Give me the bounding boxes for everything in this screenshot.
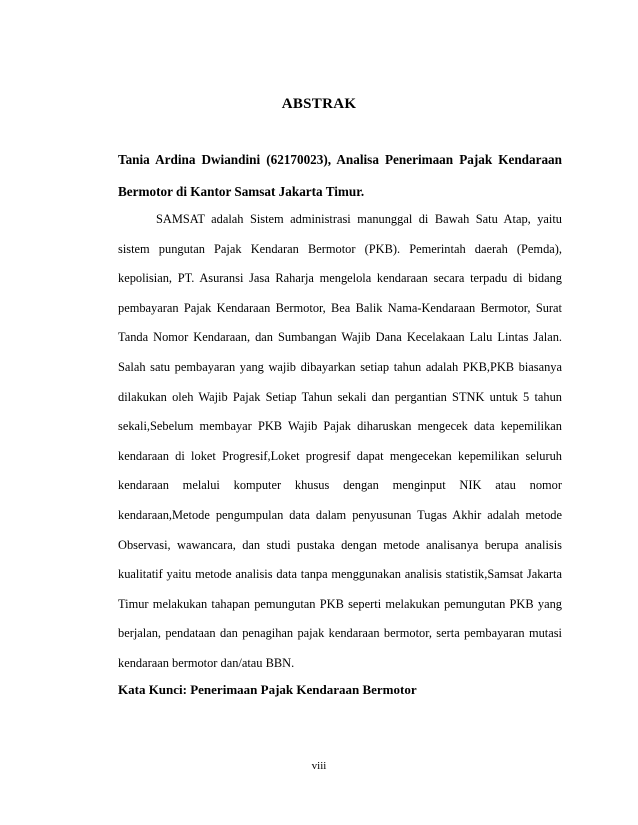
abstract-line: Salah satu pembayaran yang wajib dibayarkan setiap tahun adalah PKB,PKB biasanya xyxy=(118,359,562,374)
author-line-2: Bermotor di Kantor Samsat Jakarta Timur. xyxy=(118,184,365,199)
author-citation xyxy=(118,144,562,208)
abstract-line: dilakukan oleh Wajib Pajak Setiap Tahun sekali dan pergantian STNK untuk 5 tahun xyxy=(118,389,562,404)
abstract-line: Tanda Nomor Kendaraan, dan Sumbangan Wajib Dana Kecelakaan Lalu Lintas Jalan. xyxy=(118,330,562,345)
abstract-line: kendaraan bermotor dan/atau BBN. xyxy=(118,655,295,670)
abstract-line: sistem pungutan Pajak Kendaran Bermotor (PKB). Pemerintah daerah (Pemda), xyxy=(118,241,562,256)
abstract-line: kualitatif yaitu metode analisis data tanpa menggunakan analisis statistik,Samsat Jakarta xyxy=(118,567,562,582)
abstract-line: kendaraan,Metode pengumpulan data dalam penyusunan Tugas Akhir adalah metode xyxy=(118,507,562,522)
page-title: ABSTRAK xyxy=(281,96,357,112)
author-line-1: Tania Ardina Dwiandini (62170023), Analisa Penerimaan Pajak Kendaraan xyxy=(118,152,562,167)
abstract-line: berjalan, pendataan dan penagihan pajak kendaraan bermotor, serta pembayaran mutasi xyxy=(118,626,562,641)
abstract-line: Observasi, wawancara, dan studi pustaka dengan metode analisanya berupa analisis xyxy=(118,537,562,552)
abstract-line: Timur melakukan tahapan pemungutan PKB seperti melakukan pemungutan PKB yang xyxy=(118,596,562,611)
abstract-line: kendaraan di loket Progresif,Loket progresif dapat mengecekan kepemilikan seluruh xyxy=(118,448,562,463)
abstract-line: pembayaran Pajak Kendaraan Bermotor, Bea Balik Nama-Kendaraan Bermotor, Surat xyxy=(118,300,562,315)
abstract-line: kendaraan melalui komputer khusus dengan menginput NIK atau nomor xyxy=(118,478,562,493)
page-number: viii xyxy=(311,760,327,772)
abstract-body xyxy=(118,205,562,679)
keywords: Kata Kunci: Penerimaan Pajak Kendaraan Bermotor xyxy=(118,682,417,697)
abstract-line: sekali,Sebelum membayar PKB Wajib Pajak diharuskan mengecek data kepemilikan xyxy=(118,419,562,434)
abstract-line: kepolisian, PT. Asuransi Jasa Raharja mengelola kendaraan secara terpadu di bidang xyxy=(118,271,562,286)
abstract-line: SAMSAT adalah Sistem administrasi manunggal di Bawah Satu Atap, yaitu xyxy=(156,212,562,226)
